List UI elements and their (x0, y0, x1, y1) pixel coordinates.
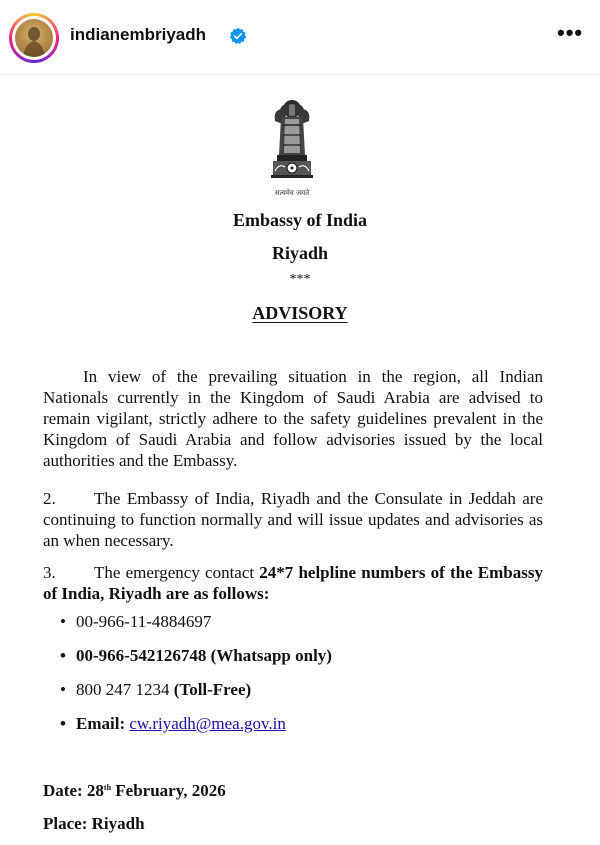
date-suffix: th (103, 783, 112, 792)
more-options-icon[interactable]: ••• (557, 20, 584, 45)
date-line (43, 781, 226, 801)
paragraph-3-text: The emergency contact (94, 563, 260, 582)
paragraph-3 (43, 562, 543, 604)
profile-avatar (15, 19, 53, 57)
separator: *** (289, 272, 311, 287)
org-title: Embassy of India (232, 210, 368, 230)
city-title: Riyadh (271, 243, 329, 263)
email-label: Email: (76, 714, 126, 733)
paragraph-1 (43, 366, 543, 471)
paragraph-2-text: The Embassy of India, Riyadh and the Consulate in Jeddah are continuing to function normally and will issue updates and advisories as an when necessary. (43, 489, 543, 550)
list-item (60, 612, 332, 646)
paragraph-3-number: 3. (43, 563, 56, 582)
paragraph-2 (43, 488, 543, 551)
advisory-heading (0, 303, 600, 324)
date-rest: February, 2026 (111, 781, 226, 800)
emblem-caption: सत्यमेव जयते (274, 189, 310, 197)
list-item (60, 714, 332, 748)
national-emblem-icon (261, 95, 323, 205)
tollfree-label: (Toll-Free) (173, 680, 252, 699)
username[interactable]: indianembriyadh (70, 25, 207, 44)
avatar-border (12, 16, 56, 60)
paragraph-1-text: In view of the prevailing situation in the region, all Indian Nationals currently in the Kingdom of Saudi Arabia are advised to remain vigilant, strictly adhere to the safety guidelines prevalent in the Kingdom of Saudi Arabia and follow advisories issued by the local authorities and the Embassy. (43, 367, 543, 470)
date-label: Date: 28 (43, 781, 104, 800)
advisory-heading-text: ADVISORY (252, 303, 348, 323)
post-header (0, 0, 600, 75)
whatsapp-number: 00-966-542126748 (Whatsapp only) (76, 646, 332, 665)
email-link[interactable]: cw.riyadh@mea.gov.in (129, 714, 286, 733)
contact-list (60, 612, 332, 748)
paragraph-2-number: 2. (43, 489, 56, 508)
bullet: • (60, 646, 66, 665)
list-item (60, 680, 332, 714)
avatar[interactable] (9, 13, 59, 63)
bullet: • (60, 714, 66, 733)
paragraph-3-bold: 24*7 helpline numbers of the Embassy of India, Riyadh are as follows: (43, 563, 543, 603)
verified-badge-icon (229, 27, 247, 45)
phone-number: 00-966-11-4884697 (76, 612, 212, 631)
tollfree-number: 800 247 1234 (76, 680, 170, 699)
place-line: Place: Riyadh (43, 814, 145, 833)
list-item (60, 646, 332, 680)
bullet: • (60, 680, 66, 699)
bullet: • (60, 612, 66, 631)
